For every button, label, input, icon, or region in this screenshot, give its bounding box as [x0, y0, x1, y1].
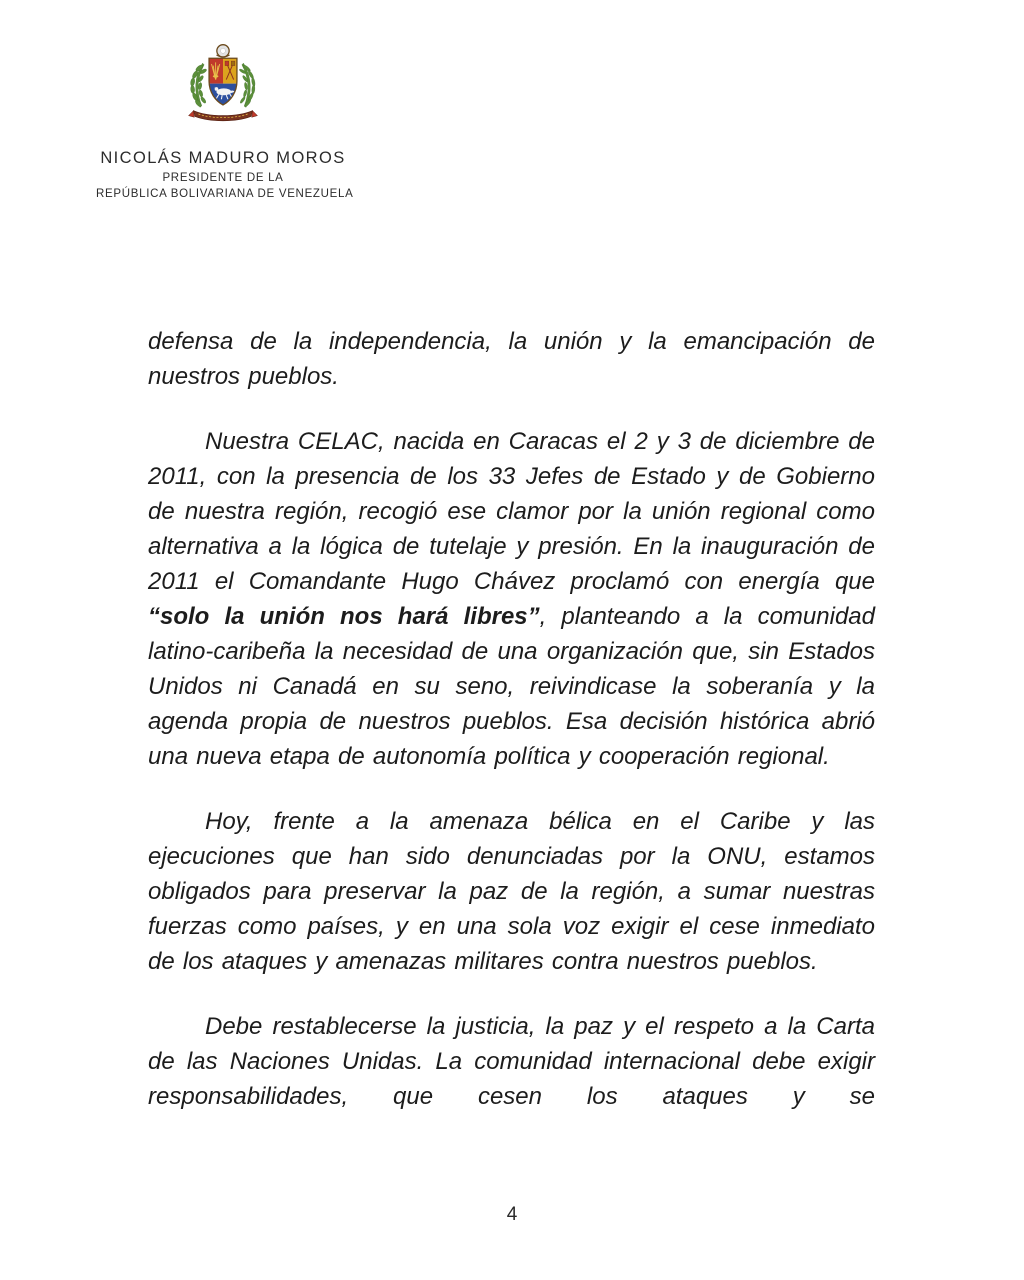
page-number: 4: [506, 1204, 518, 1225]
page-footer: [0, 1204, 1024, 1226]
text-segment: Debe restablecerse la justicia, la paz y el respeto a la Carta de las Naciones Unidas. La comunidad internacional debe exigir responsabilidades, que cesen los ataques y se: [148, 1013, 875, 1110]
letterhead-title-line1: PRESIDENTE DE LA: [162, 172, 284, 184]
venezuela-coat-of-arms-icon: [182, 38, 264, 126]
text-segment: Hoy, frente a la amenaza bélica en el Caribe y las ejecuciones que han sido denunciadas por la ONU, estamos obligados para preservar la paz de la región, a sumar nuestras fuerzas como países, y en una sola voz exigir el cese inmediato de los ataques y amenazas militares contra nuestros pueblos.: [148, 808, 875, 975]
bold-text-segment: “solo la unión nos hará libres”: [148, 603, 540, 630]
text-segment: Nuestra CELAC, nacida en Caracas el 2 y 3 de diciembre de 2011, con la presencia de los 33 Jefes de Estado y de Gobierno de nuestra región, recogió ese clamor por la unión regional como alternativa a la lógica de tutelaje y presión. En la inauguración de 2011 el Comandante Hugo Chávez proclamó con energía que: [148, 428, 875, 595]
paragraph: [148, 424, 875, 774]
body-text: [148, 324, 875, 1144]
letterhead-name: NICOLÁS MADURO MOROS: [100, 149, 346, 167]
paragraph: [148, 1009, 875, 1114]
paragraph: [148, 804, 875, 979]
letterhead: [96, 38, 354, 200]
text-segment: defensa de la independencia, la unión y la emancipación de nuestros pueblos.: [148, 328, 875, 390]
paragraph: [148, 324, 875, 394]
text-segment: , planteando a la comunidad latino-caribeña la necesidad de una organización que, sin Estados Unidos ni Canadá en su seno, reivindicase la soberanía y la agenda propia de nuestros pueblos. Esa decisión histórica abrió una nueva etapa de autonomía política y cooperación regional.: [148, 603, 875, 770]
letterhead-title-line2: REPÚBLICA BOLIVARIANA DE VENEZUELA: [96, 188, 354, 200]
